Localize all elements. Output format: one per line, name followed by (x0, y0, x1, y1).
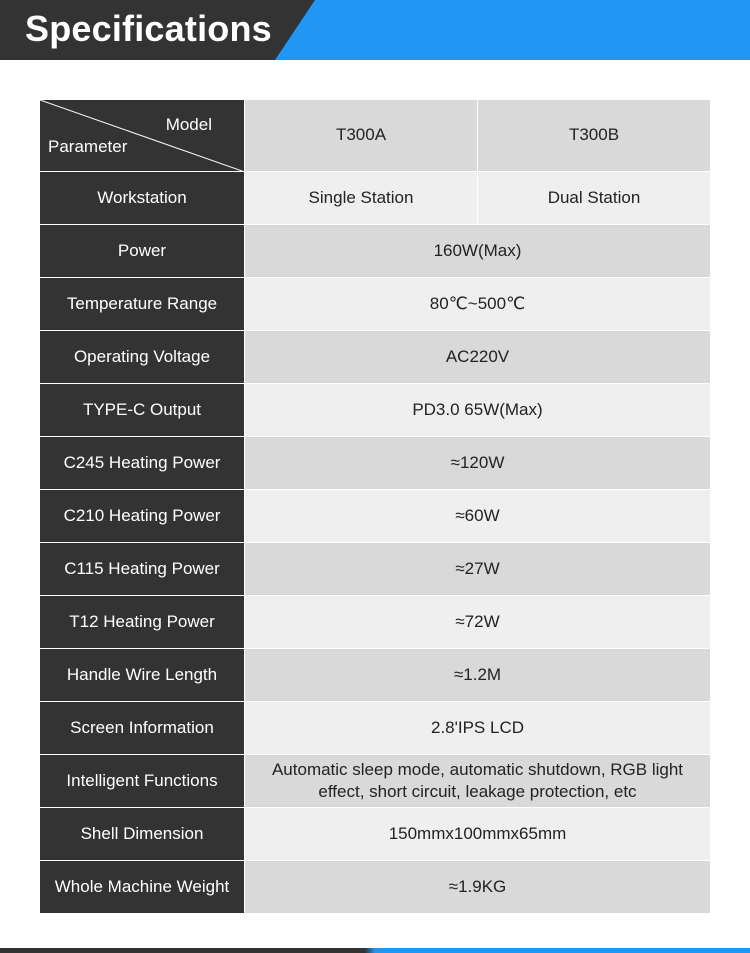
header-banner (0, 0, 750, 60)
param-value: 160W(Max) (245, 225, 710, 278)
table-row (40, 384, 710, 437)
table-row (40, 278, 710, 331)
diagonal-divider (40, 100, 245, 172)
param-value: AC220V (245, 331, 710, 384)
param-value: ≈60W (245, 490, 710, 543)
param-label: Handle Wire Length (40, 649, 245, 702)
param-value: 150mmx100mmx65mm (245, 808, 710, 861)
workstation-value-a: Single Station (245, 172, 477, 225)
param-label: Power (40, 225, 245, 278)
table-row (40, 808, 710, 861)
model-t300a: T300A (245, 100, 477, 172)
param-value: ≈1.9KG (245, 861, 710, 914)
param-label: Operating Voltage (40, 331, 245, 384)
param-value: ≈120W (245, 437, 710, 490)
table-row (40, 225, 710, 278)
param-value: Automatic sleep mode, automatic shutdown, RGB light effect, short circuit, leakage protection, etc (245, 755, 710, 808)
table-row (40, 596, 710, 649)
table-row (40, 490, 710, 543)
param-label: Shell Dimension (40, 808, 245, 861)
page-title: Specifications (25, 8, 272, 49)
param-label: Intelligent Functions (40, 755, 245, 808)
table-row (40, 543, 710, 596)
table-row (40, 755, 710, 808)
param-value: ≈1.2M (245, 649, 710, 702)
table-corner-cell (40, 100, 245, 172)
param-value: ≈72W (245, 596, 710, 649)
param-label: Temperature Range (40, 278, 245, 331)
param-label: C115 Heating Power (40, 543, 245, 596)
table-row (40, 437, 710, 490)
table-row (40, 649, 710, 702)
param-label: C210 Heating Power (40, 490, 245, 543)
corner-parameter-label: Parameter (48, 137, 128, 156)
param-label: T12 Heating Power (40, 596, 245, 649)
table-row (40, 861, 710, 914)
param-value: 80℃~500℃ (245, 278, 710, 331)
table-header-row (40, 100, 710, 172)
param-value: PD3.0 65W(Max) (245, 384, 710, 437)
param-label: Screen Information (40, 702, 245, 755)
param-value: 2.8'IPS LCD (245, 702, 710, 755)
param-label: TYPE-C Output (40, 384, 245, 437)
model-t300b: T300B (477, 100, 710, 172)
param-label: C245 Heating Power (40, 437, 245, 490)
param-label: Workstation (40, 172, 245, 225)
spec-table (40, 100, 710, 914)
param-label: Whole Machine Weight (40, 861, 245, 914)
table-row (40, 331, 710, 384)
footer-divider (0, 948, 750, 953)
param-value: ≈27W (245, 543, 710, 596)
corner-model-label: Model (165, 115, 212, 134)
table-row (40, 702, 710, 755)
table-row (40, 172, 710, 225)
workstation-value-b: Dual Station (477, 172, 710, 225)
